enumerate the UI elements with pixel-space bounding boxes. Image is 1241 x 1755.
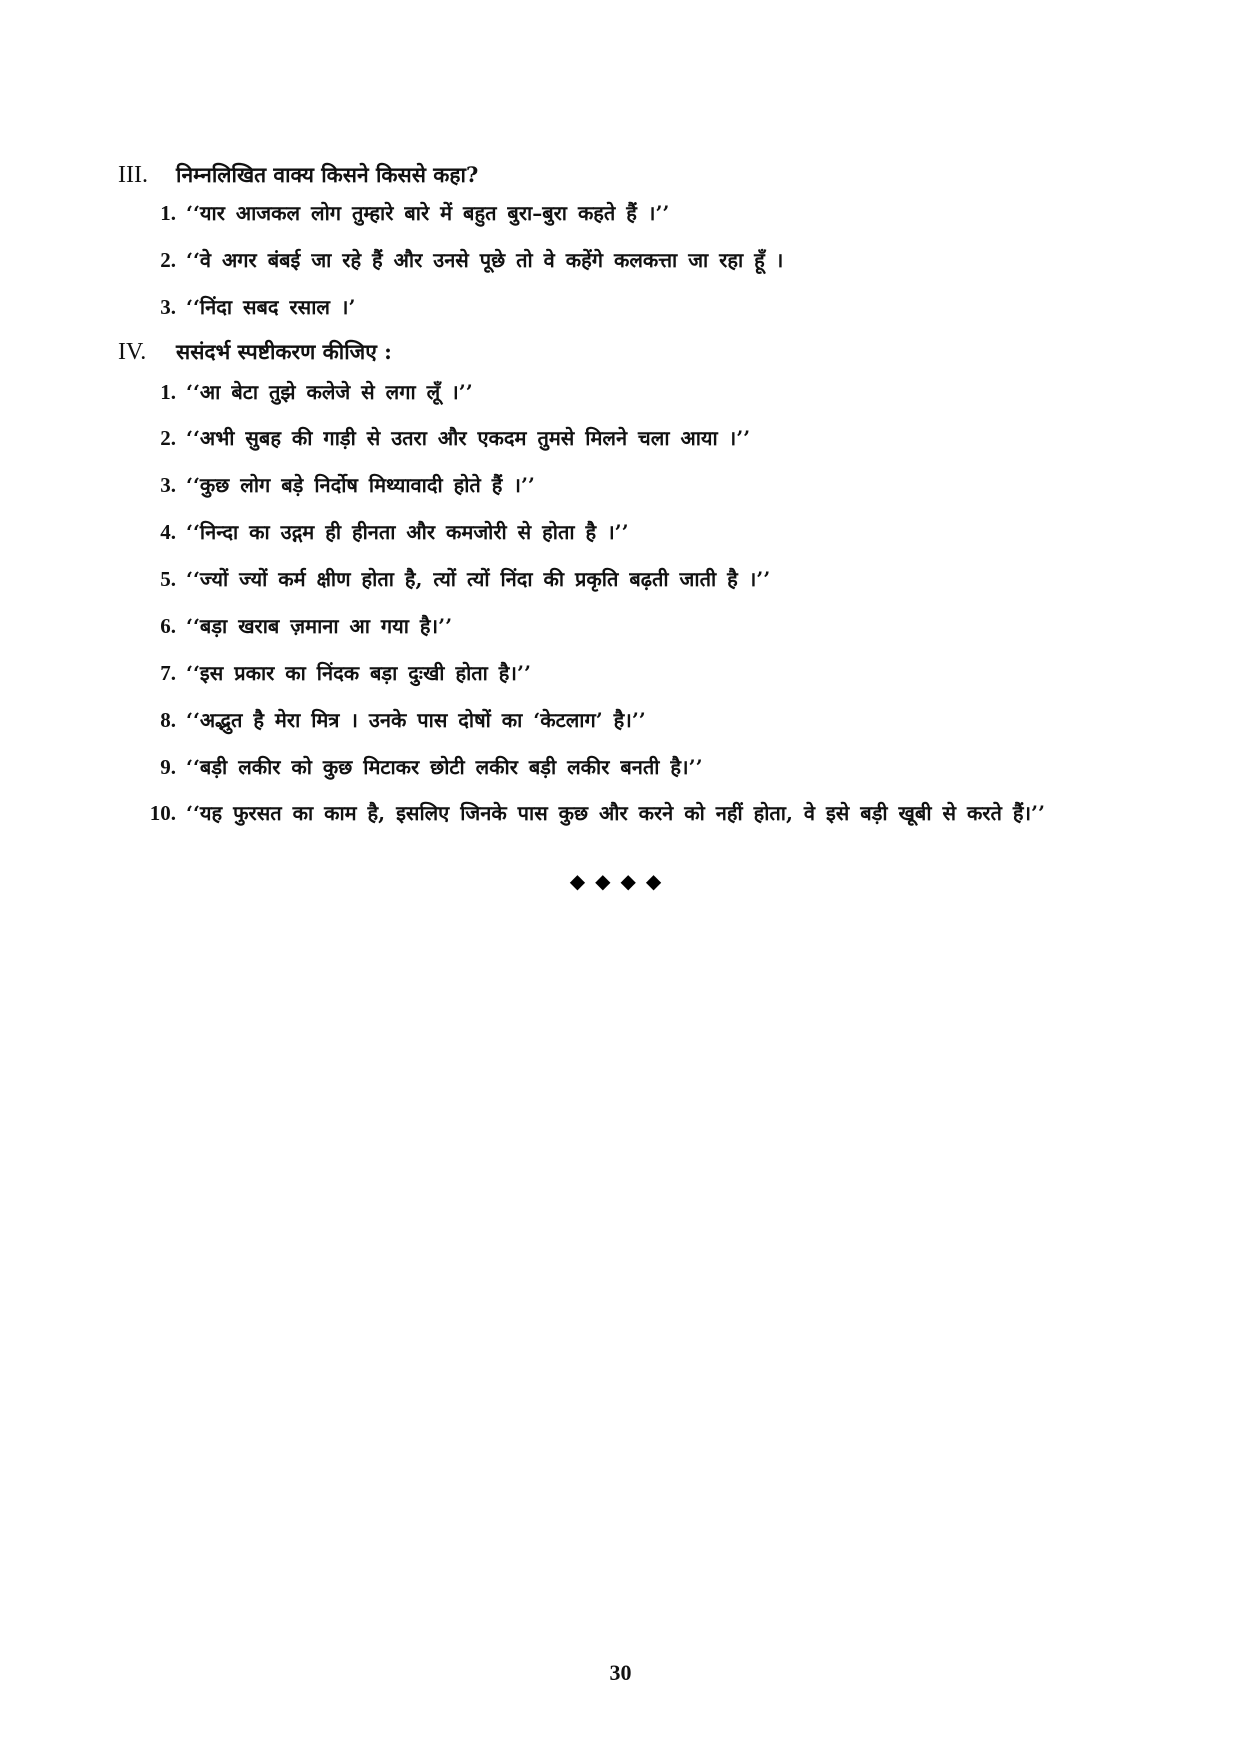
question-3-3 xyxy=(130,290,1110,324)
question-4-7 xyxy=(130,656,1110,690)
question-text: ‘‘ज्यों ज्यों कर्म क्षीण होता है, त्यों त्यों निंदा की प्रकृति बढ़ती जाती है ।’’ xyxy=(186,567,771,591)
question-4-9 xyxy=(130,750,1110,784)
section-3-title: निम्नलिखित वाक्य किसने किससे कहा? xyxy=(176,162,479,187)
question-number: 2. xyxy=(160,248,176,272)
page-number: 30 xyxy=(609,1660,632,1685)
question-4-8 xyxy=(130,703,1110,737)
section-4-number: IV. xyxy=(118,338,147,365)
question-number: 6. xyxy=(160,614,176,638)
question-number: 8. xyxy=(160,708,176,732)
question-text: ‘‘वे अगर बंबई जा रहे हैं और उनसे पूछे तो वे कहेंगे कलकत्ता जा रहा हूँ । xyxy=(186,248,784,272)
question-4-1 xyxy=(130,375,1110,409)
section-4-title: ससंदर्भ स्पष्टीकरण कीजिए : xyxy=(176,339,392,364)
question-text: ‘‘बड़ा खराब ज़माना आ गया है।’’ xyxy=(186,614,453,638)
question-text: ‘‘निंदा सबद रसाल ।’ xyxy=(186,295,356,319)
question-text: ‘‘बड़ी लकीर को कुछ मिटाकर छोटी लकीर बड़ी लकीर बनती है।’’ xyxy=(186,755,703,779)
question-text: ‘‘निन्दा का उद्गम ही हीनता और कमजोरी से होता है ।’’ xyxy=(186,520,629,544)
question-4-10 xyxy=(130,796,1110,830)
question-text: ‘‘आ बेटा तुझे कलेजे से लगा लूँ ।’’ xyxy=(186,380,473,404)
question-text: ‘‘इस प्रकार का निंदक बड़ा दुःखी होता है।’’ xyxy=(186,661,531,685)
question-number: 9. xyxy=(160,755,176,779)
question-4-6 xyxy=(130,609,1110,643)
question-number: 3. xyxy=(160,473,176,497)
question-4-4 xyxy=(130,515,1110,549)
question-text: ‘‘कुछ लोग बड़े निर्दोष मिथ्यावादी होते हैं ।’’ xyxy=(186,473,535,497)
question-3-2 xyxy=(130,243,1110,277)
question-number: 2. xyxy=(160,426,176,450)
question-text: ‘‘अद्भुत है मेरा मित्र । उनके पास दोषों का ‘केटलाग’ है।’’ xyxy=(186,708,646,732)
question-number: 4. xyxy=(160,520,176,544)
section-divider: ◆◆◆◆ xyxy=(569,869,672,893)
question-number: 1. xyxy=(160,380,176,404)
question-number: 3. xyxy=(160,295,176,319)
section-3-heading xyxy=(118,158,478,192)
question-number: 10. xyxy=(149,801,176,825)
question-4-2 xyxy=(130,421,1110,455)
section-4-heading xyxy=(118,335,392,369)
section-3-number: III. xyxy=(118,161,148,188)
question-4-5 xyxy=(130,562,1110,596)
question-text: ‘‘अभी सुबह की गाड़ी से उतरा और एकदम तुमसे मिलने चला आया ।’’ xyxy=(186,426,751,450)
question-number: 1. xyxy=(160,201,176,225)
question-text: ‘‘यार आजकल लोग तुम्हारे बारे में बहुत बुरा–बुरा कहते हैं ।’’ xyxy=(186,201,670,225)
question-4-3 xyxy=(130,468,1110,502)
question-text: ‘‘यह फुरसत का काम है, इसलिए जिनके पास कुछ और करने को नहीं होता, वे इसे बड़ी खूबी से करते हैं।’’ xyxy=(186,801,1045,825)
question-number: 5. xyxy=(160,567,176,591)
question-3-1 xyxy=(130,196,1110,230)
question-number: 7. xyxy=(160,661,176,685)
